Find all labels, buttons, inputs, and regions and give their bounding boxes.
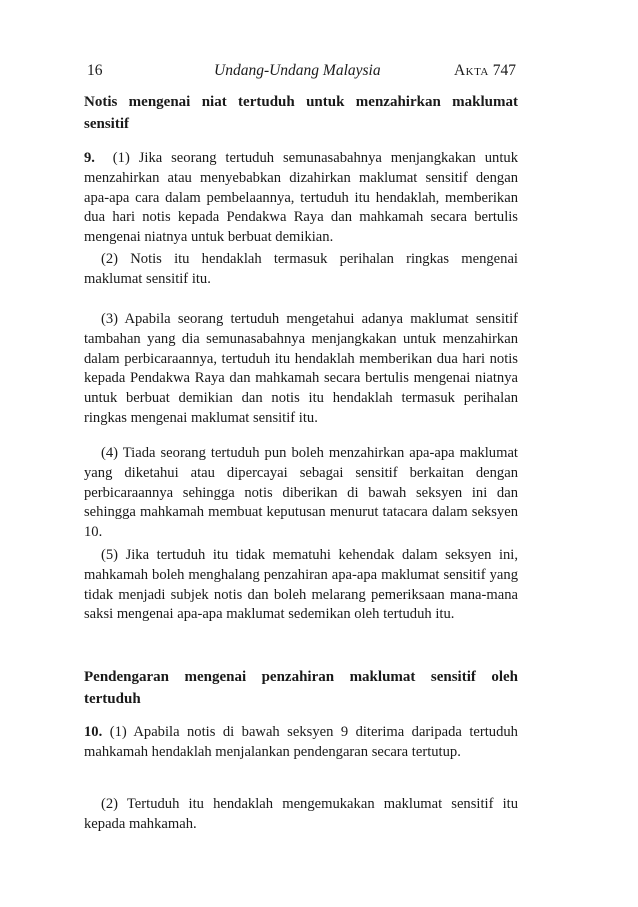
section-9-subsection-1-text: (1) Jika seorang tertuduh semunasabahnya menjangkakan untuk menzahirkan atau menyebabkan dizahirkan maklumat sensitif dengan apa-apa cara dalam pembelaannya, tertuduh itu hendaklah, memberikan dua hari notis kepada Pendakwa Raya dan mahkamah secara bertulis mengenai niatnya untuk berbuat demikian. bbox=[84, 150, 519, 246]
section-10-paragraph-1 bbox=[84, 723, 518, 763]
section-9-paragraph-5: (5) Jika tertuduh itu tidak mematuhi kehendak dalam seksyen ini, mahkamah boleh menghalang penzahiran apa-apa maklumat sensitif yang tidak menjadi subjek notis dan boleh melarang pemeriksaan mana-mana saksi mengenai apa-apa maklumat sedemikan oleh tertuduh itu. bbox=[84, 547, 518, 623]
running-title: Undang-Undang Malaysia bbox=[214, 62, 381, 79]
section-9-paragraph-1 bbox=[84, 149, 518, 248]
section-10-number: 10. bbox=[84, 724, 103, 740]
act-reference bbox=[454, 62, 516, 80]
section-10-heading: Pendengaran mengenai penzahiran maklumat sensitif oleh tertuduh bbox=[84, 669, 518, 707]
section-9-number: 9. bbox=[84, 150, 95, 166]
section-9-heading: Notis mengenai niat tertuduh untuk menzahirkan maklumat sensitif bbox=[84, 94, 518, 132]
section-9-paragraph-3: (3) Apabila seorang tertuduh mengetahui adanya maklumat sensitif tambahan yang dia semunasabahnya menjangkakan untuk menzahirkan dalam perbicaraannya, tertuduh itu hendaklah memberikan dua hari notis kepada Pendakwa Raya dan mahkamah secara bertulis mengenai niatnya untuk berbuat demikian dan notis itu hendaklah termasuk perihalan ringkas mengenai maklumat sensitif itu. bbox=[84, 311, 518, 426]
act-number: 747 bbox=[492, 62, 516, 79]
act-word: Akta bbox=[453, 62, 489, 79]
section-10-subsection-1-text: (1) Apabila notis di bawah seksyen 9 diterima daripada tertuduh mahkamah hendaklah menjalankan pendengaran secara tertutup. bbox=[84, 724, 518, 760]
section-10-paragraph-2: (2) Tertuduh itu hendaklah mengemukakan maklumat sensitif itu kepada mahkamah. bbox=[84, 796, 518, 832]
running-header bbox=[84, 62, 518, 84]
page-number: 16 bbox=[87, 62, 103, 79]
section-9-paragraph-2: (2) Notis itu hendaklah termasuk perihalan ringkas mengenai maklumat sensitif itu. bbox=[84, 251, 518, 287]
section-9-paragraph-4: (4) Tiada seorang tertuduh pun boleh menzahirkan apa-apa maklumat yang diketahui atau dipercayai sebagai sensitif berkaitan dengan perbicaraannya sehingga notis diberikan di bawah seksyen ini dan sehingga mahkamah membuat keputusan menurut tatacara dalam seksyen 10. bbox=[84, 445, 518, 541]
